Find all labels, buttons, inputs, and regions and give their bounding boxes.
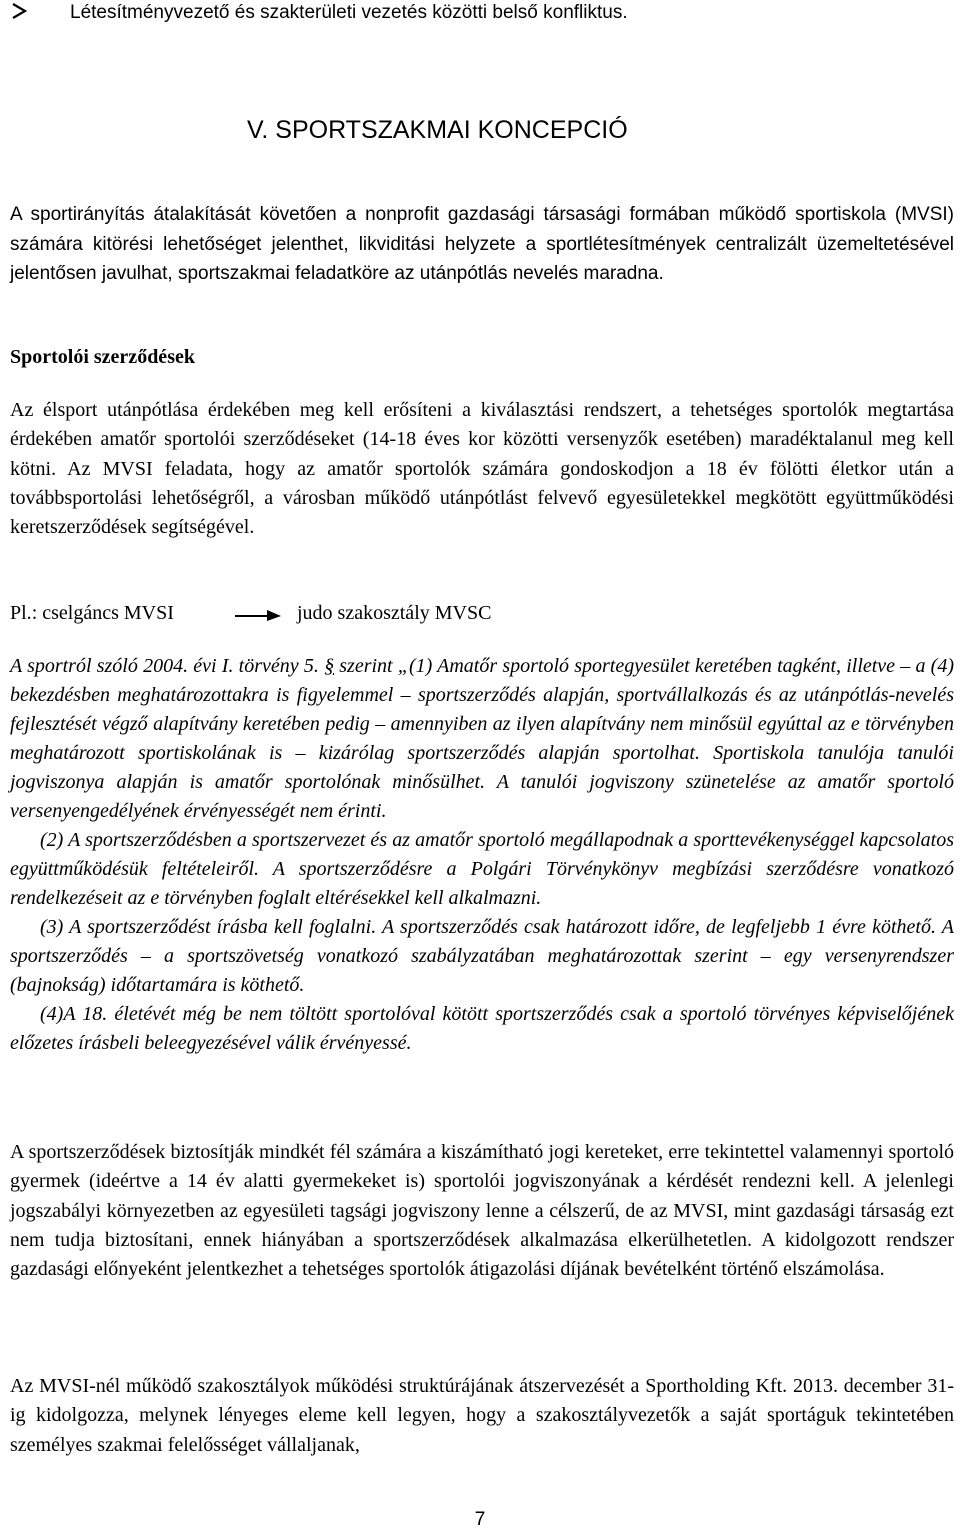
section-sign: § xyxy=(324,655,335,677)
holding-paragraph: Az MVSI-nél működő szakosztályok működési struktúrájának átszervezését a Sportholding Kft. 2013. december 31-ig kidolgozza, melynek lényeges eleme kell legyen, hogy a szakosztályvezetők a saját sportáguk tekintetében személyes szakmai felelősséget vállaljanak, xyxy=(10,1375,954,1456)
right-arrow-icon xyxy=(233,604,283,624)
law-paragraph-4-text: (4)A 18. életévét még be nem töltött sportolóval kötött sportszerződés csak a sportoló törvényes képviselőjének előzetes írásbeli beleegyezésével válik érvényessé. xyxy=(10,1003,954,1054)
law-paragraph-2-text: (2) A sportszerződésben a sportszervezet és az amatőr sportoló megállapodnak a sporttevékenységgel kapcsolatos együttműködésük feltételeiről. A sportszerződésre a Polgári Törvénykönyv megbízási szerződésre vonatkozó rendelkezéseit az e törvényben foglalt eltérésekkel kell alkalmazni. xyxy=(10,829,954,909)
law-reference: A sportról szóló 2004. évi I. törvény 5. xyxy=(10,655,319,677)
example-left: : cselgáncs MVSI xyxy=(31,602,174,624)
contracts-paragraph: Az élsport utánpótlása érdekében meg kell erősíteni a kiválasztási rendszert, a tehetséges sportolók megtartása érdekében amatőr sportolói szerződéseket (14-18 éves kor közötti versenyzők esetében) maradéktalanul meg kell kötni. Az MVSI feladata, hogy az amatőr sportolók számára gondoskodjon a 18 év fölötti életkor után a továbbsportolási lehetőségről, a városban működő utánpótlást felvevő egyesületekkel megkötött együttműködési keretszerződések segítségével. xyxy=(10,399,954,539)
bullet-text: Létesítményvezető és szakterületi vezetés közötti belső konfliktus. xyxy=(70,2,628,23)
framework-paragraph: A sportszerződések biztosítják mindkét fél számára a kiszámítható jogi kereteket, erre tekintettel valamennyi sportoló gyermek (ideértve a 14 év alatti gyermekeket is) sportolói jogviszonyának a kérdését rendezni kell. A jelenlegi jogszabályi környezetben az egyesületi tagsági jogviszony lenne a célszerű, de az MVSI, mint gazdasági társaság ezt nem tudja biztosítani, ennek hiányában a sportszerződések alkalmazása elkerülhetetlen. A kidolgozott rendszer gazdasági előnyeként jelentkezhet a tehetséges sportolók átigazolási díjának bevételként történő elszámolása. xyxy=(10,1141,954,1281)
law-paragraph-3 xyxy=(10,913,954,1000)
bullet-item xyxy=(10,0,628,26)
intro-paragraph: A sportirányítás átalakítását követően a nonprofit gazdasági társasági formában működő sportiskola (MVSI) számára kitörési lehetőséget jelenthet, likviditási helyzete a sportlétesítmények centralizált üzemeltetésével jelentősen javulhat, sportszakmai feladatköre az utánpótlás nevelés maradna. xyxy=(10,204,954,284)
law-paragraph-1-text: szerint „(1) Amatőr sportoló sportegyesület keretében tagként, illetve – a (4) bekezdésben meghatározottakra is figyelemmel – sportszerződés alapján, sportvállalkozás és az utánpótlás-nevelés fejlesztését végző alapítvány keretében pedig – amennyiben az ilyen alapítvány nem minősül egyúttal az e törvényben meghatározott sportiskolának is – kizárólag sportszerződés alapján sportolhat. Sportiskola tanulója tanulói jogviszonya alapján is amatőr sportolónak minősülhet. A tanulói jogviszony szünetelése az amatőr sportoló versenyengedélyének érvényességét nem érinti. xyxy=(10,655,955,822)
example-line xyxy=(10,598,492,628)
subheading: Sportolói szerződések xyxy=(10,346,195,368)
page-number: 7 xyxy=(474,1509,486,1530)
law-paragraph-2 xyxy=(10,826,954,913)
law-paragraph-1 xyxy=(10,652,954,826)
example-right: judo szakosztály MVSC xyxy=(297,602,492,624)
law-quote xyxy=(10,652,954,1058)
section-heading: V. SPORTSZAKMAI KONCEPCIÓ xyxy=(247,116,628,144)
example-prefix: Pl. xyxy=(10,602,32,624)
law-paragraph-4 xyxy=(10,1000,954,1058)
chevron-arrow-bullet-icon xyxy=(10,0,70,26)
law-paragraph-3-text: (3) A sportszerződést írásba kell foglalni. A sportszerződés csak határozott időre, de legfeljebb 1 évre köthető. A sportszerződés – a sportszövetség vonatkozó szabályzatában meghatározottak szerint – egy versenyrendszer (bajnokság) időtartamára is köthető. xyxy=(10,916,954,996)
